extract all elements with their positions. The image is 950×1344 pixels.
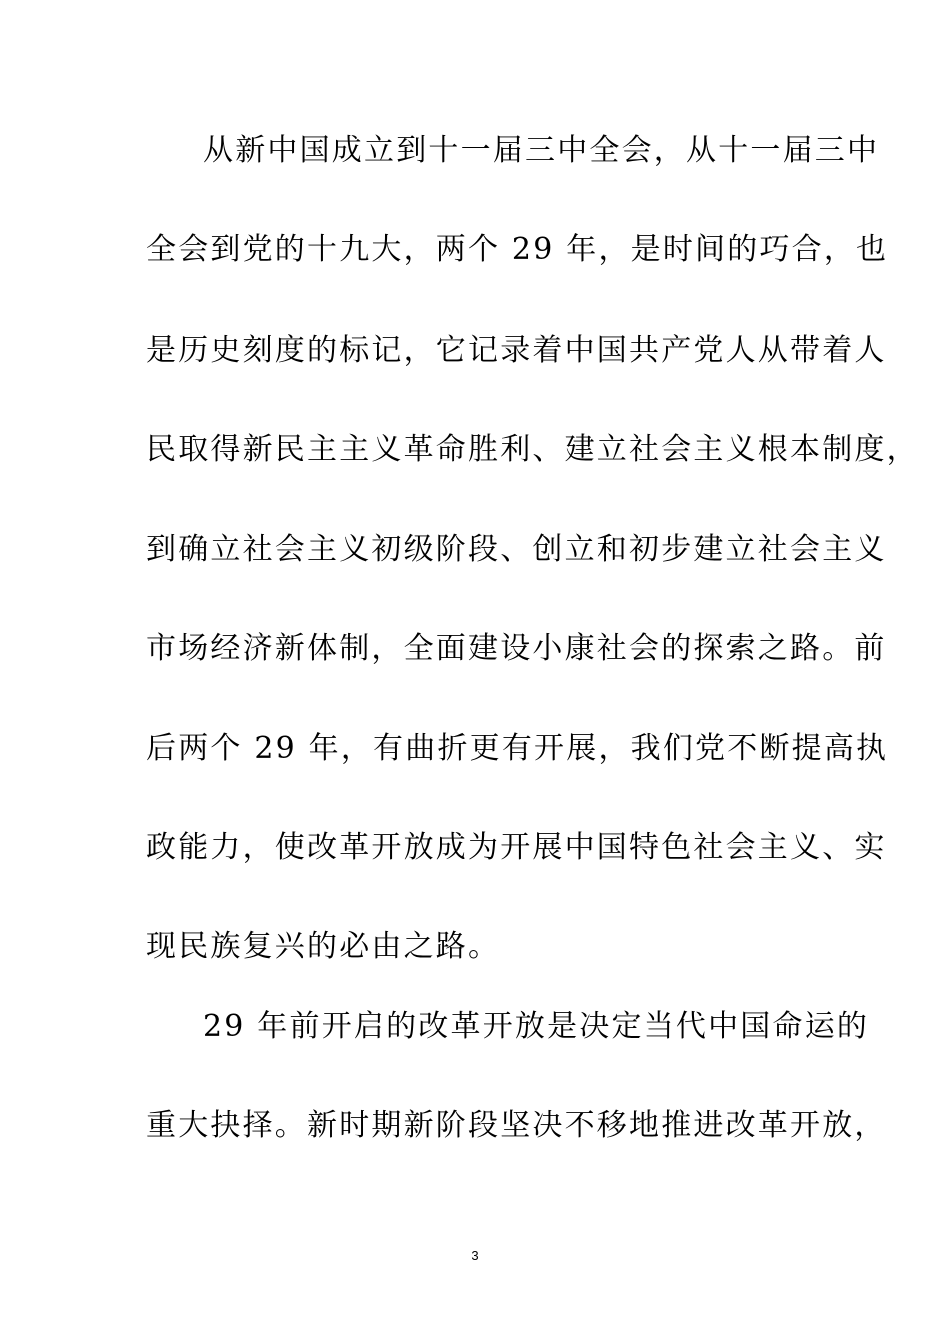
page-number: 3 [471, 1248, 479, 1263]
text-line: 市场经济新体制，全面建设小康社会的探索之路。前 [146, 631, 887, 666]
text-line: 政能力，使改革开放成为开展中国特色社会主义、实 [146, 830, 887, 865]
text-line: 从新中国成立到十一届三中全会，从十一届三中 [203, 133, 880, 168]
text-line: 是历史刻度的标记，它记录着中国共产党人从带着人 [146, 333, 887, 368]
text-line: 29 年前开启的改革开放是决定当代中国命运的 [203, 1009, 870, 1044]
text-line: 民取得新民主主义革命胜利、建立社会主义根本制度， [146, 432, 919, 467]
text-line: 重大抉择。新时期新阶段坚决不移地推进改革开放， [146, 1108, 887, 1143]
text-line: 全会到党的十九大，两个 29 年，是时间的巧合，也 [146, 232, 889, 267]
text-line: 现民族复兴的必由之路。 [146, 929, 501, 964]
text-line: 到确立社会主义初级阶段、创立和初步建立社会主义 [146, 532, 887, 567]
text-line: 后两个 29 年，有曲折更有开展，我们党不断提高执 [146, 731, 889, 766]
